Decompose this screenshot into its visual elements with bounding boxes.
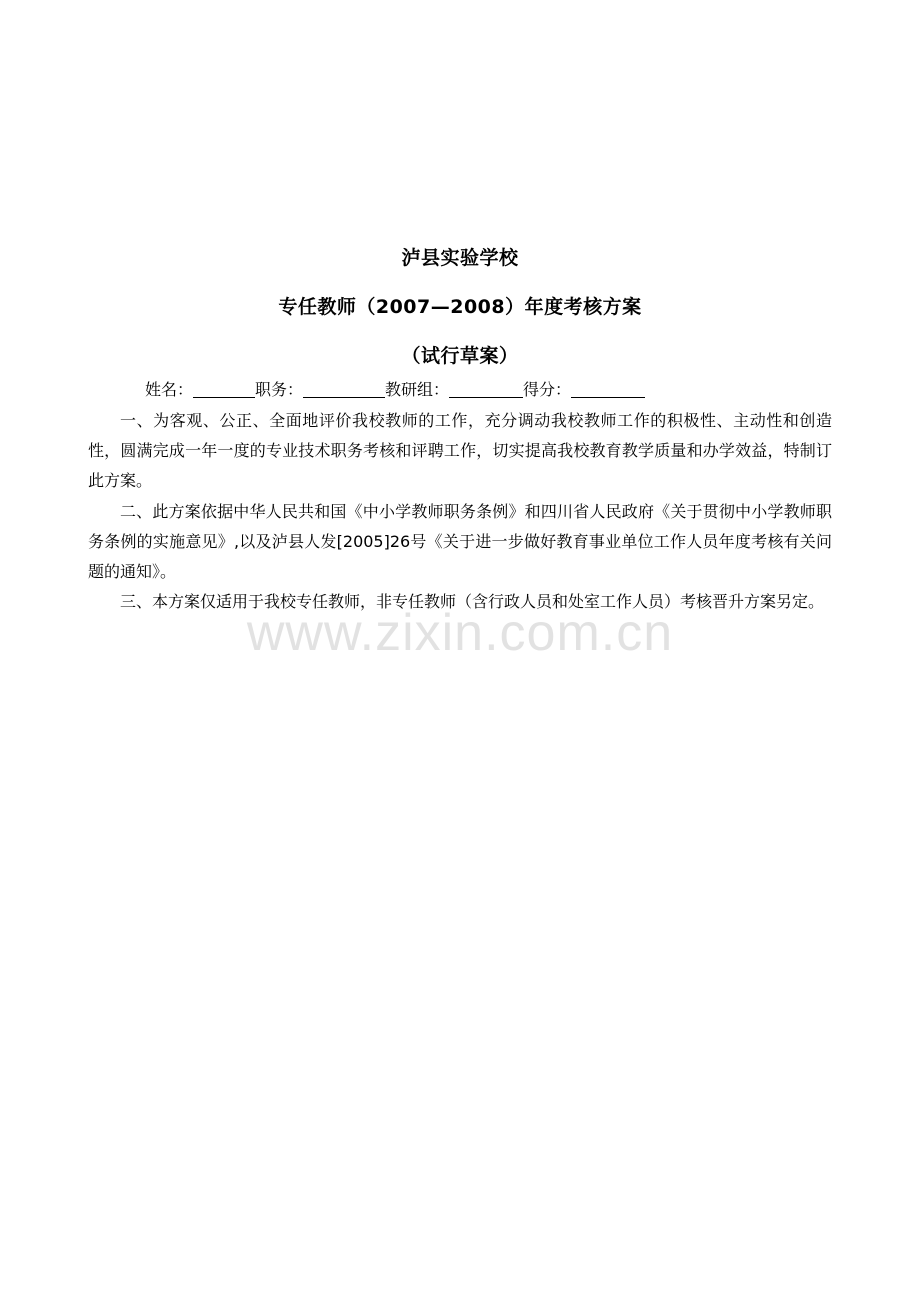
document-body xyxy=(88,406,832,617)
paragraph-2: 二、此方案依据中华人民共和国《中小学教师职务条例》和四川省人民政府《关于贯彻中小学教师职务条例的实施意见》,以及泸县人发[2005]26号《关于进一步做好教育事业单位工作人员年度考核有关问题的通知》。 xyxy=(88,501,832,582)
position-blank xyxy=(303,379,385,398)
paragraph-1: 一、为客观、公正、全面地评价我校教师的工作，充分调动我校教师工作的积极性、主动性和创造性，圆满完成一年一度的专业技术职务考核和评聘工作，切实提高我校教育教学质量和办学效益，特制订此方案。 xyxy=(88,411,832,491)
score-blank xyxy=(571,379,645,398)
document-subtitle: （试行草案） xyxy=(401,345,519,367)
document-title: 专任教师（2007—2008）年度考核方案 xyxy=(278,296,642,318)
group-blank xyxy=(449,379,523,398)
name-blank xyxy=(193,379,255,398)
school-name: 泸县实验学校 xyxy=(401,247,519,269)
position-label: 职务： xyxy=(255,380,304,399)
name-label: 姓名： xyxy=(145,380,194,399)
score-label: 得分： xyxy=(523,380,572,399)
info-fields xyxy=(145,378,645,402)
paragraph-3: 三、本方案仅适用于我校专任教师，非专任教师（含行政人员和处室工作人员）考核晋升方案另定。 xyxy=(120,592,825,612)
group-label: 教研组： xyxy=(385,380,450,399)
watermark: www.zixin.com.cn xyxy=(246,604,674,662)
